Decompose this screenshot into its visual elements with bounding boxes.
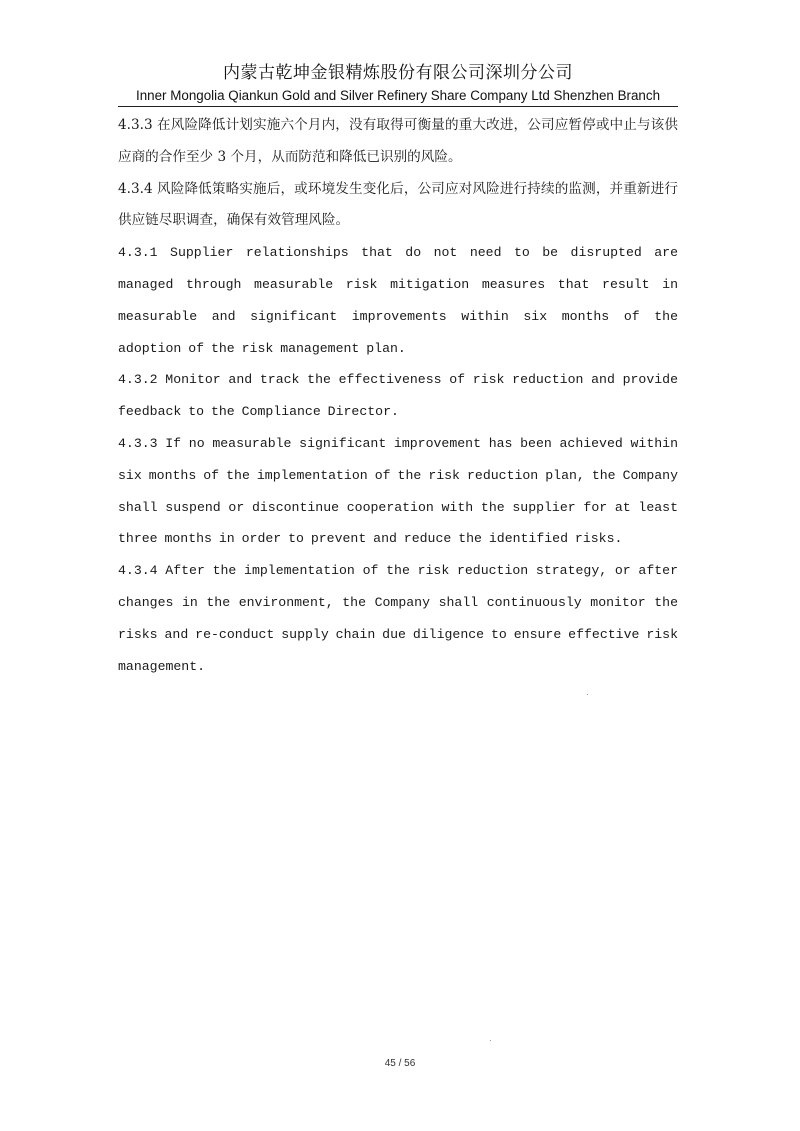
document-body (118, 110, 678, 682)
scan-speck (490, 1040, 491, 1041)
paragraph-4-3-4-en: 4.3.4 After the implementation of the risk reduction strategy, or after changes in the environment, the Company shall continuously monitor the risks and re-conduct supply chain due diligence to ensure effective risk management. (118, 563, 678, 674)
company-name-english: Inner Mongolia Qiankun Gold and Silver Refinery Share Company Ltd Shenzhen Branch (135, 88, 661, 103)
paragraph-4-3-4-cn: 4.3.4 风险降低策略实施后，或环境发生变化后，公司应对风险进行持续的监测，并重新进行供应链尽职调查，确保有效管理风险。 (118, 180, 678, 229)
paragraph-4-3-3-en: 4.3.3 If no measurable significant improvement has been achieved within six months of the implementation of the risk reduction plan, the Company shall suspend or discontinue cooperation with the supplier for at least three months in order to prevent and reduce the identified risks. (118, 435, 678, 547)
page-header (118, 60, 678, 105)
company-name-chinese: 内蒙古乾坤金银精炼股份有限公司深圳分公司 (223, 63, 573, 83)
scan-speck (587, 694, 588, 695)
paragraph-4-3-2-en: 4.3.2 Monitor and track the effectiveness of risk reduction and provide feedback to the Compliance Director. (118, 372, 678, 420)
page-number: 45 / 56 (384, 1058, 416, 1069)
paragraph-4-3-1-en: 4.3.1 Supplier relationships that do not need to be disrupted are managed through measurable risk mitigation measures that result in measurable and significant improvements within six months of the adoption of the risk management plan. (118, 245, 678, 356)
paragraph-4-3-3-cn: 4.3.3 在风险降低计划实施六个月内，没有取得可衡量的重大改进，公司应暂停或中止与该供应商的合作至少 3 个月，从而防范和降低已识别的风险。 (118, 117, 678, 165)
header-divider (118, 106, 678, 107)
